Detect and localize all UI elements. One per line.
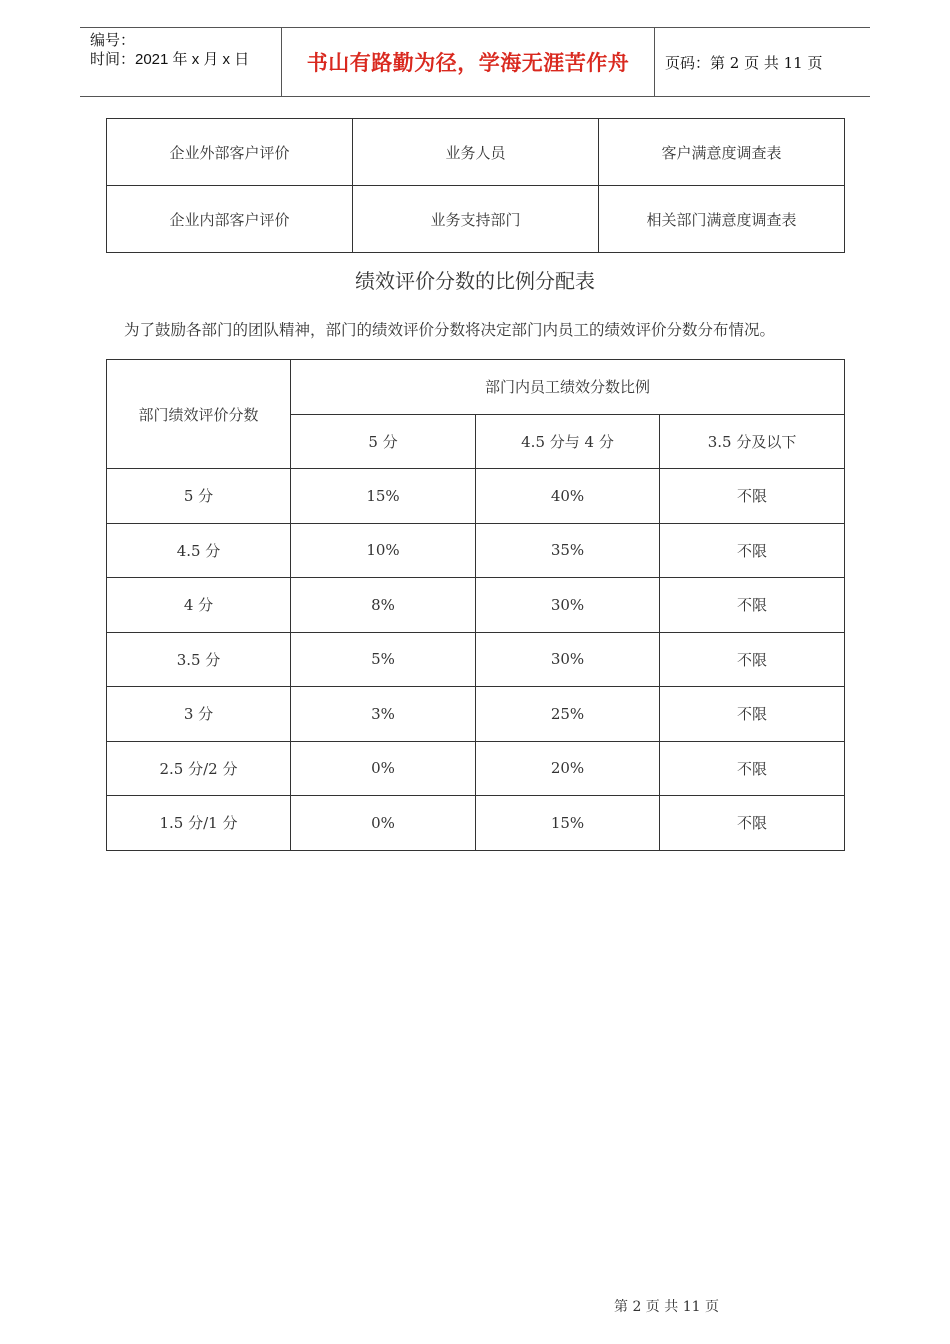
table-row (107, 578, 845, 633)
row-header-cell: 部门绩效评价分数 (107, 360, 291, 469)
table-cell: 8% (291, 578, 476, 633)
subheader-cell: 3.5 分及以下 (660, 414, 845, 469)
table-cell: 不限 (660, 523, 845, 578)
table-header-row (107, 360, 845, 415)
number-label: 编号： (90, 32, 136, 49)
table-cell: 25% (476, 687, 660, 742)
table-cell: 3.5 分 (107, 632, 291, 687)
table-cell: 20% (476, 741, 660, 796)
table-cell: 不限 (660, 632, 845, 687)
table-cell: 相关部门满意度调查表 (599, 186, 845, 253)
table-row (107, 687, 845, 742)
table-cell: 0% (291, 796, 476, 851)
table-row (107, 186, 845, 253)
table-cell: 2.5 分/2 分 (107, 741, 291, 796)
table-cell: 30% (476, 632, 660, 687)
table-cell: 业务支持部门 (353, 186, 599, 253)
table-cell: 不限 (660, 469, 845, 524)
table-cell: 3 分 (107, 687, 291, 742)
table-row (107, 119, 845, 186)
header-meta (80, 28, 281, 96)
subheader-cell: 5 分 (291, 414, 476, 469)
table-cell: 企业内部客户评价 (107, 186, 353, 253)
header-motto: 书山有路勤为径，学海无涯苦作舟 (281, 28, 655, 96)
table-row (107, 469, 845, 524)
table-cell: 4 分 (107, 578, 291, 633)
table-cell: 企业外部客户评价 (107, 119, 353, 186)
table-cell: 业务人员 (353, 119, 599, 186)
page-footer: 第 2 页 共 11 页 (614, 1299, 719, 1315)
evaluation-source-table (106, 118, 845, 253)
table-cell: 不限 (660, 578, 845, 633)
subheader-cell: 4.5 分与 4 分 (476, 414, 660, 469)
table-cell: 40% (476, 469, 660, 524)
table-row (107, 796, 845, 851)
table-cell: 不限 (660, 687, 845, 742)
table-cell: 客户满意度调查表 (599, 119, 845, 186)
table-cell: 30% (476, 578, 660, 633)
page-header (80, 27, 870, 97)
table-cell: 15% (476, 796, 660, 851)
table-cell: 4.5 分 (107, 523, 291, 578)
table-cell: 3% (291, 687, 476, 742)
table-cell: 1.5 分/1 分 (107, 796, 291, 851)
header-page-label: 页码：第 2 页 共 11 页 (665, 53, 823, 72)
table-cell: 15% (291, 469, 476, 524)
table-cell: 不限 (660, 796, 845, 851)
table-cell: 5 分 (107, 469, 291, 524)
score-ratio-table (106, 359, 845, 851)
section-title: 绩效评价分数的比例分配表 (355, 269, 595, 293)
table-row (107, 632, 845, 687)
table-row (107, 741, 845, 796)
date-label: 时间：2021 年 x 月 x 日 (90, 51, 250, 68)
table-cell: 5% (291, 632, 476, 687)
table-cell: 35% (476, 523, 660, 578)
intro-paragraph: 为了鼓励各部门的团队精神，部门的绩效评价分数将决定部门内员工的绩效评价分数分布情况。 (124, 321, 776, 339)
table-cell: 10% (291, 523, 476, 578)
table-row (107, 523, 845, 578)
table-cell: 0% (291, 741, 476, 796)
table-cell: 不限 (660, 741, 845, 796)
group-header-cell: 部门内员工绩效分数比例 (291, 360, 845, 415)
